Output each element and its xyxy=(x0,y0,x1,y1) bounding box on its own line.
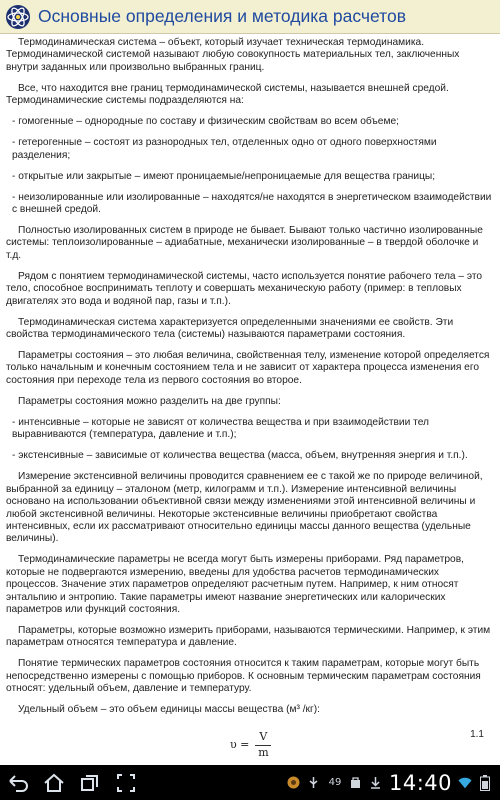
screenshot-button[interactable] xyxy=(108,768,144,798)
notification-count: 49 xyxy=(328,777,342,788)
paragraph: Параметры, которые возможно измерить приборами, называются термическими. Например, к этим параметрам относятся температура и давление. xyxy=(6,624,491,649)
paragraph: Термодинамические параметры не всегда могут быть измерены приборами. Ряд параметров, которые не подвергаются измерению, введены для удобства расчетов термодинамических процессов. Значение этих параметров определяют расчетным путем. Например, к ним относят энтальпию и энтропию. Такие параметры имеют название энергетических или калорических параметров или функций состояния. xyxy=(6,554,464,615)
home-button[interactable] xyxy=(36,768,72,798)
formula-numerator: V xyxy=(259,730,268,744)
paragraph: Полностью изолированных систем в природе не бывает. Бывают только частично изолированные системы: теплоизолированные – адиабатные, механически изолированные – в твердой оболочке и т.д. xyxy=(6,225,483,261)
back-button[interactable] xyxy=(0,768,36,798)
page-title: Основные определения и методика расчетов xyxy=(38,6,407,26)
system-navigation-bar xyxy=(0,765,500,800)
app-notification-icon[interactable] xyxy=(287,776,301,790)
formula-fraction xyxy=(255,731,271,759)
paragraph: Параметры состояния – это любая величина, свойственная телу, изменение которой определяется только начальным и конечным состоянием тела и не зависит от характера процесса изменения его состояния при переходе тела из первого состояния во второе. xyxy=(6,350,490,386)
paragraph: Термодинамическая система – объект, который изучает техническая термодинамика. Термодинамической системой называют любую совокупность материальных тел, заключенных внутри заданных или произвольно выбранных границ. xyxy=(6,37,460,73)
battery-icon xyxy=(478,776,492,790)
usb-icon xyxy=(307,776,321,790)
paragraph: Термодинамическая система характеризуется определенными значениями ее свойств. Эти свойства термодинамического тела (системы) называются параметрами состояния. xyxy=(6,316,454,341)
app-header xyxy=(0,0,500,34)
paragraph: Понятие термических параметров состояния относится к таким параметрам, которые могут быть непосредственно измерены с помощью приборов. К основным термическим параметрам состояния относят: удельный объем, давление и температуру. xyxy=(6,658,481,695)
paragraph: Рядом с понятием термодинамической системы, часто используется понятие рабочего тела – это тело, способное воспринимать теплоту и совершать механическую работу (пример: в тепловых двигателях это вода и водяной пар, газы и т.п.). xyxy=(6,270,483,307)
list-item: - гомогенные – однородные по составу и физическим свойствам во всем объеме; xyxy=(12,116,399,128)
list-item: - гетерогенные – состоят из разнородных тел, отделенных одно от одного поверхностями разделения; xyxy=(12,137,437,161)
status-bar xyxy=(287,771,500,795)
list-item: - открытые или закрытые – имеют проницаемые/непроницаемые для вещества границы; xyxy=(12,170,436,182)
list-item: - неизолированные или изолированные – находятся/не находятся в энергетическом взаимодействии с внешней средой. xyxy=(12,191,492,216)
home-icon xyxy=(42,773,66,793)
paragraph: Удельный объем – это объем единицы массы вещества (м³ /кг): xyxy=(18,704,320,716)
atom-icon[interactable] xyxy=(4,3,32,31)
clock[interactable]: 14:40 xyxy=(388,770,452,795)
paragraph: Параметры состояния можно разделить на две группы: xyxy=(18,395,281,407)
screenshot-icon xyxy=(116,773,136,793)
notification-count-badge xyxy=(327,776,343,790)
recent-apps-icon xyxy=(78,773,102,793)
market-icon xyxy=(349,776,363,790)
list-item: - интенсивные – которые не зависят от количества вещества и при взаимодействии тел выравниваются (температура, давление и т.п.); xyxy=(12,416,429,441)
equation-number: 1.1 xyxy=(470,729,484,741)
download-icon xyxy=(369,776,383,790)
article-body[interactable] xyxy=(0,35,500,765)
formula xyxy=(230,731,271,759)
formula-lhs: υ = xyxy=(230,737,250,751)
list-item: - экстенсивные – зависимые от количества вещества (масса, объем, внутренняя энергия и т.п.). xyxy=(12,450,468,462)
formula-row xyxy=(6,725,494,765)
wifi-icon xyxy=(458,776,472,790)
recent-apps-button[interactable] xyxy=(72,768,108,798)
paragraph: Измерение экстенсивной величины проводится сравнением ее с такой же по природе величиной, выбранной за единицу – эталоном (метр, килограмм и т.п.). Измерение интенсивной величины основано на использовании объективной связи между изменениями этой интенсивной величины и любой экстенсивной величины. Некоторые экстенсивные величины приобретают свойства интенсивных, если их рассматривают относительно единицы массы данного вещества (удельные величины). xyxy=(6,471,483,545)
formula-denominator: m xyxy=(258,745,269,759)
back-icon xyxy=(6,773,30,793)
paragraph: Все, что находится вне границ термодинамической системы, называется внешней средой. Термодинамические системы подразделяются на: xyxy=(6,82,449,107)
